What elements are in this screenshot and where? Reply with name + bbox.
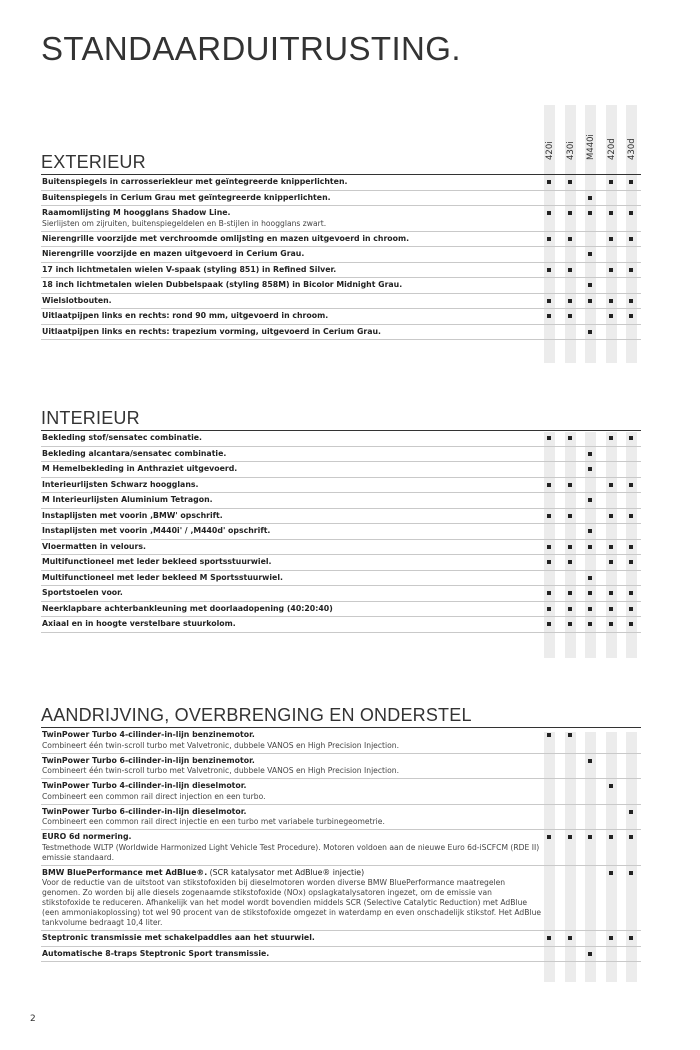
feature-name — [42, 511, 542, 522]
feature-name — [42, 495, 542, 506]
feature-table — [41, 431, 641, 633]
feature-title: Steptronic transmissie met schakelpaddles aan het stuurwiel. — [42, 933, 315, 942]
standard-marker-420i — [547, 591, 551, 595]
standard-marker-420d — [609, 237, 613, 241]
standard-marker-m440i — [588, 299, 592, 303]
feature-name — [42, 573, 542, 584]
feature-title: Raamomlijsting M hoogglans Shadow Line. — [42, 208, 231, 217]
section-aandrijving — [41, 705, 641, 962]
model-header-430i: 430i — [566, 141, 576, 160]
feature-text — [41, 191, 542, 206]
feature-description: Combineert één twin-scroll turbo met Valvetronic, dubbele VANOS en High Precision Injection. — [42, 740, 399, 750]
feature-title: Nierengrille voorzijde en mazen uitgevoerd in Cerium Grau. — [42, 249, 305, 258]
feature-row — [41, 431, 641, 447]
standard-marker-430d — [629, 560, 633, 564]
feature-text — [41, 278, 542, 293]
standard-marker-m440i — [588, 529, 592, 533]
feature-text — [41, 754, 542, 779]
standard-marker-430i — [568, 483, 572, 487]
feature-row — [41, 325, 641, 341]
standard-marker-m440i — [588, 835, 592, 839]
feature-table — [41, 728, 641, 962]
feature-name — [42, 327, 542, 338]
feature-row — [41, 728, 641, 754]
standard-marker-420d — [609, 211, 613, 215]
feature-text — [41, 493, 542, 508]
section-header — [41, 408, 641, 431]
feature-name — [42, 949, 542, 960]
standard-marker-420d — [609, 314, 613, 318]
feature-text — [41, 931, 542, 946]
standard-marker-m440i — [588, 330, 592, 334]
feature-title: Multifunctioneel met leder bekleed sportsstuurwiel. — [42, 557, 272, 566]
feature-text — [41, 478, 542, 493]
feature-title: 18 inch lichtmetalen wielen Dubbelspaak (styling 858M) in Bicolor Midnight Grau. — [42, 280, 403, 289]
feature-title: Nierengrille voorzijde met verchroomde omlijsting en mazen uitgevoerd in chroom. — [42, 233, 410, 243]
feature-name — [42, 526, 542, 537]
feature-table — [41, 175, 641, 340]
feature-text — [41, 571, 542, 586]
feature-name — [42, 832, 542, 843]
feature-row — [41, 263, 641, 279]
feature-name — [42, 311, 542, 322]
feature-row — [41, 309, 641, 325]
feature-text — [41, 805, 542, 830]
standard-marker-m440i — [588, 952, 592, 956]
feature-name — [42, 807, 542, 818]
feature-description: Sierlijsten om zijruiten, buitenspiegeldelen en B-stijlen in hoogglans zwart. — [42, 218, 327, 228]
standard-marker-430i — [568, 591, 572, 595]
standard-marker-430d — [629, 835, 633, 839]
feature-row — [41, 586, 641, 602]
feature-title: TwinPower Turbo 6-cilinder-in-lijn benzinemotor. — [42, 755, 255, 765]
standard-marker-420d — [609, 591, 613, 595]
feature-title: TwinPower Turbo 4-cilinder-in-lijn benzinemotor. — [42, 730, 255, 739]
standard-marker-420i — [547, 835, 551, 839]
feature-row — [41, 617, 641, 633]
feature-text — [41, 175, 542, 190]
feature-text — [41, 309, 542, 324]
feature-text — [41, 325, 542, 340]
feature-text — [41, 206, 542, 231]
standard-marker-430i — [568, 237, 572, 241]
feature-name — [42, 868, 542, 879]
standard-marker-430d — [629, 483, 633, 487]
feature-row — [41, 478, 641, 494]
feature-name — [42, 781, 542, 792]
feature-name — [42, 933, 542, 944]
section-title: EXTERIEUR — [41, 152, 146, 172]
feature-row — [41, 206, 641, 232]
feature-text — [41, 830, 542, 865]
feature-text — [41, 602, 542, 617]
feature-row — [41, 509, 641, 525]
feature-name — [42, 177, 542, 188]
standard-marker-m440i — [588, 283, 592, 287]
model-header-420i: 420i — [545, 141, 555, 160]
feature-title: Wielslotbouten. — [42, 295, 112, 305]
standard-marker-420d — [609, 936, 613, 940]
feature-name — [42, 480, 542, 491]
section-interieur — [41, 408, 641, 633]
standard-marker-420d — [609, 607, 613, 611]
section-title: INTERIEUR — [41, 408, 140, 428]
standard-marker-430i — [568, 180, 572, 184]
feature-text — [41, 617, 542, 632]
feature-row — [41, 447, 641, 463]
standard-marker-430i — [568, 622, 572, 626]
standard-marker-m440i — [588, 576, 592, 580]
feature-row — [41, 602, 641, 618]
standard-marker-420d — [609, 835, 613, 839]
feature-text — [41, 540, 542, 555]
standard-marker-420d — [609, 180, 613, 184]
standard-marker-420d — [609, 268, 613, 272]
feature-row — [41, 175, 641, 191]
standard-marker-430i — [568, 607, 572, 611]
feature-title: Uitlaatpijpen links en rechts: trapezium vorming, uitgevoerd in Cerium Grau. — [42, 326, 381, 336]
standard-marker-430d — [629, 622, 633, 626]
feature-text — [41, 728, 542, 753]
standard-marker-430i — [568, 268, 572, 272]
standard-marker-430i — [568, 514, 572, 518]
feature-title: TwinPower Turbo 6-cilinder-in-lijn dieselmotor. — [42, 806, 247, 816]
feature-row — [41, 294, 641, 310]
feature-title: Buitenspiegels in Cerium Grau met geïntegreerde knipperlichten. — [42, 192, 331, 202]
feature-text — [41, 866, 542, 931]
feature-text — [41, 509, 542, 524]
feature-name — [42, 208, 542, 219]
feature-title: M Interieurlijsten Aluminium Tetragon. — [42, 495, 213, 504]
feature-name — [42, 265, 542, 276]
feature-name — [42, 557, 542, 568]
feature-title: Interieurlijsten Schwarz hoogglans. — [42, 479, 199, 489]
feature-text — [41, 779, 542, 804]
standard-marker-420d — [609, 784, 613, 788]
standard-marker-420i — [547, 436, 551, 440]
feature-row — [41, 191, 641, 207]
feature-description: Combineert een common rail direct injection en een turbo. — [42, 791, 266, 801]
standard-marker-430i — [568, 436, 572, 440]
section-exterieur — [41, 134, 641, 340]
feature-text — [41, 247, 542, 262]
standard-marker-m440i — [588, 211, 592, 215]
feature-title: Instaplijsten met voorin ‚BMW' opschrift. — [42, 510, 223, 520]
feature-title: Multifunctioneel met leder bekleed M Sportsstuurwiel. — [42, 572, 283, 582]
feature-row — [41, 571, 641, 587]
section-header — [41, 705, 641, 728]
standard-marker-420d — [609, 871, 613, 875]
standard-marker-430d — [629, 268, 633, 272]
feature-title: M Hemelbekleding in Anthraziet uitgevoerd. — [42, 464, 238, 473]
feature-text — [41, 232, 542, 247]
standard-marker-420d — [609, 436, 613, 440]
standard-marker-420d — [609, 545, 613, 549]
feature-text — [41, 462, 542, 477]
feature-row — [41, 555, 641, 571]
section-header — [41, 134, 641, 175]
feature-name — [42, 433, 542, 444]
model-header-m440i: M440i — [586, 134, 596, 160]
standard-marker-430i — [568, 936, 572, 940]
standard-marker-430d — [629, 545, 633, 549]
standard-marker-m440i — [588, 545, 592, 549]
standard-marker-430i — [568, 211, 572, 215]
standard-marker-430d — [629, 180, 633, 184]
standard-marker-430i — [568, 733, 572, 737]
standard-marker-430d — [629, 514, 633, 518]
standard-marker-420i — [547, 483, 551, 487]
feature-name — [42, 604, 542, 615]
standard-marker-420i — [547, 607, 551, 611]
feature-title: TwinPower Turbo 4-cilinder-in-lijn dieselmotor. — [42, 781, 247, 790]
feature-row — [41, 947, 641, 963]
standard-marker-430i — [568, 314, 572, 318]
feature-row — [41, 754, 641, 780]
standard-marker-420i — [547, 211, 551, 215]
model-header-430d: 430d — [627, 138, 637, 160]
standard-marker-420d — [609, 560, 613, 564]
standard-marker-430d — [629, 436, 633, 440]
standard-marker-430i — [568, 560, 572, 564]
feature-description: Voor de reductie van de uitstoot van stikstofoxiden bij dieselmotoren worden diverse BMW BluePerformance maatregelen genomen. Zo worden bij alle diesels zogenaamde stikstofoxide (NOx) opslagkatalysatoren ingezet, om de emissie van stikstofoxide te reduceren. Afhankelijk van het model wordt bovendien middels SCR (Selective Catalytic Reduction) met AdBlue (een ammoniakoplossing) tot wel 90 procent van de stikstofoxide omgezet in waterdamp en even onschadelijk stikstof. Het AdBlue tankvolume bedraagt 10,4 liter. — [42, 878, 542, 927]
standard-marker-m440i — [588, 607, 592, 611]
feature-text — [41, 586, 542, 601]
standard-marker-420d — [609, 483, 613, 487]
standard-marker-420i — [547, 936, 551, 940]
feature-row — [41, 462, 641, 478]
feature-text — [41, 947, 542, 962]
standard-marker-430d — [629, 237, 633, 241]
feature-name — [42, 542, 542, 553]
feature-name — [42, 193, 542, 204]
feature-name — [42, 296, 542, 307]
standard-marker-420i — [547, 514, 551, 518]
section-title: AANDRIJVING, OVERBRENGING EN ONDERSTEL — [41, 705, 472, 725]
page-number: 2 — [30, 1014, 36, 1024]
feature-name — [42, 280, 542, 291]
model-header-420d: 420d — [607, 138, 617, 160]
feature-title: Neerklapbare achterbankleuning met doorlaadopening (40:20:40) — [42, 603, 333, 613]
feature-title: BMW BluePerformance met AdBlue®. — [42, 867, 208, 877]
feature-description: Testmethode WLTP (Worldwide Harmonized Light Vehicle Test Procedure). Motoren voldoen aan de nieuwe Euro 6d-iSCFCM (RDE II) emissie standaard. — [42, 842, 540, 862]
feature-row — [41, 493, 641, 509]
standard-marker-m440i — [588, 622, 592, 626]
feature-title: Vloermatten in velours. — [42, 541, 146, 551]
feature-name — [42, 234, 542, 245]
standard-marker-430i — [568, 545, 572, 549]
standard-marker-420i — [547, 268, 551, 272]
feature-row — [41, 830, 641, 866]
standard-marker-420i — [547, 299, 551, 303]
feature-text — [41, 447, 542, 462]
standard-marker-430d — [629, 871, 633, 875]
standard-marker-430i — [568, 835, 572, 839]
feature-title: Axiaal en in hoogte verstelbare stuurkolom. — [42, 619, 236, 628]
feature-title: Automatische 8-traps Steptronic Sport transmissie. — [42, 948, 270, 958]
feature-title: EURO 6d normering. — [42, 832, 132, 841]
feature-name — [42, 249, 542, 260]
feature-text — [41, 524, 542, 539]
feature-text — [41, 294, 542, 309]
standard-marker-430d — [629, 299, 633, 303]
feature-row — [41, 524, 641, 540]
feature-title: Bekleding stof/sensatec combinatie. — [42, 433, 202, 442]
standard-marker-m440i — [588, 591, 592, 595]
standard-marker-420d — [609, 299, 613, 303]
feature-name — [42, 464, 542, 475]
standard-marker-m440i — [588, 196, 592, 200]
feature-description: Combineert één twin-scroll turbo met Valvetronic, dubbele VANOS en High Precision Injection. — [42, 766, 399, 775]
feature-row — [41, 805, 641, 831]
feature-row — [41, 232, 641, 248]
standard-marker-420i — [547, 622, 551, 626]
feature-title: Buitenspiegels in carrosseriekleur met geïntegreerde knipperlichten. — [42, 177, 348, 186]
standard-marker-430d — [629, 591, 633, 595]
standard-marker-420d — [609, 514, 613, 518]
feature-row — [41, 247, 641, 263]
feature-title: Uitlaatpijpen links en rechts: rond 90 mm, uitgevoerd in chroom. — [42, 311, 329, 320]
standard-marker-430d — [629, 314, 633, 318]
feature-title: Instaplijsten met voorin ‚M440i' / ‚M440d' opschrift. — [42, 526, 271, 535]
feature-title-note: (SCR katalysator met AdBlue® injectie) — [207, 867, 365, 877]
feature-title: Bekleding alcantara/sensatec combinatie. — [42, 448, 227, 458]
feature-description: Combineert een common rail direct injectie en een turbo met variabele turbinegeometrie. — [42, 817, 385, 826]
feature-name — [42, 588, 542, 599]
standard-marker-420i — [547, 733, 551, 737]
standard-marker-430d — [629, 607, 633, 611]
feature-name — [42, 449, 542, 460]
standard-marker-m440i — [588, 467, 592, 471]
feature-name — [42, 619, 542, 630]
feature-text — [41, 431, 542, 446]
standard-marker-430d — [629, 211, 633, 215]
feature-text — [41, 555, 542, 570]
standard-marker-m440i — [588, 252, 592, 256]
standard-marker-m440i — [588, 452, 592, 456]
feature-title: Sportstoelen voor. — [42, 588, 123, 597]
feature-row — [41, 931, 641, 947]
feature-name — [42, 730, 542, 741]
standard-marker-430d — [629, 936, 633, 940]
feature-name — [42, 756, 542, 767]
feature-title: 17 inch lichtmetalen wielen V-spaak (styling 851) in Refined Silver. — [42, 264, 337, 274]
feature-row — [41, 866, 641, 932]
standard-marker-420d — [609, 622, 613, 626]
feature-row — [41, 278, 641, 294]
standard-marker-420i — [547, 560, 551, 564]
feature-text — [41, 263, 542, 278]
standard-marker-430d — [629, 810, 633, 814]
standard-marker-420i — [547, 180, 551, 184]
standard-marker-430i — [568, 299, 572, 303]
feature-row — [41, 540, 641, 556]
feature-row — [41, 779, 641, 805]
standard-marker-420i — [547, 545, 551, 549]
standard-marker-420i — [547, 237, 551, 241]
standard-marker-m440i — [588, 759, 592, 763]
standard-marker-m440i — [588, 498, 592, 502]
standard-marker-420i — [547, 314, 551, 318]
page-title: STANDAARDUITRUSTING. — [41, 30, 461, 67]
